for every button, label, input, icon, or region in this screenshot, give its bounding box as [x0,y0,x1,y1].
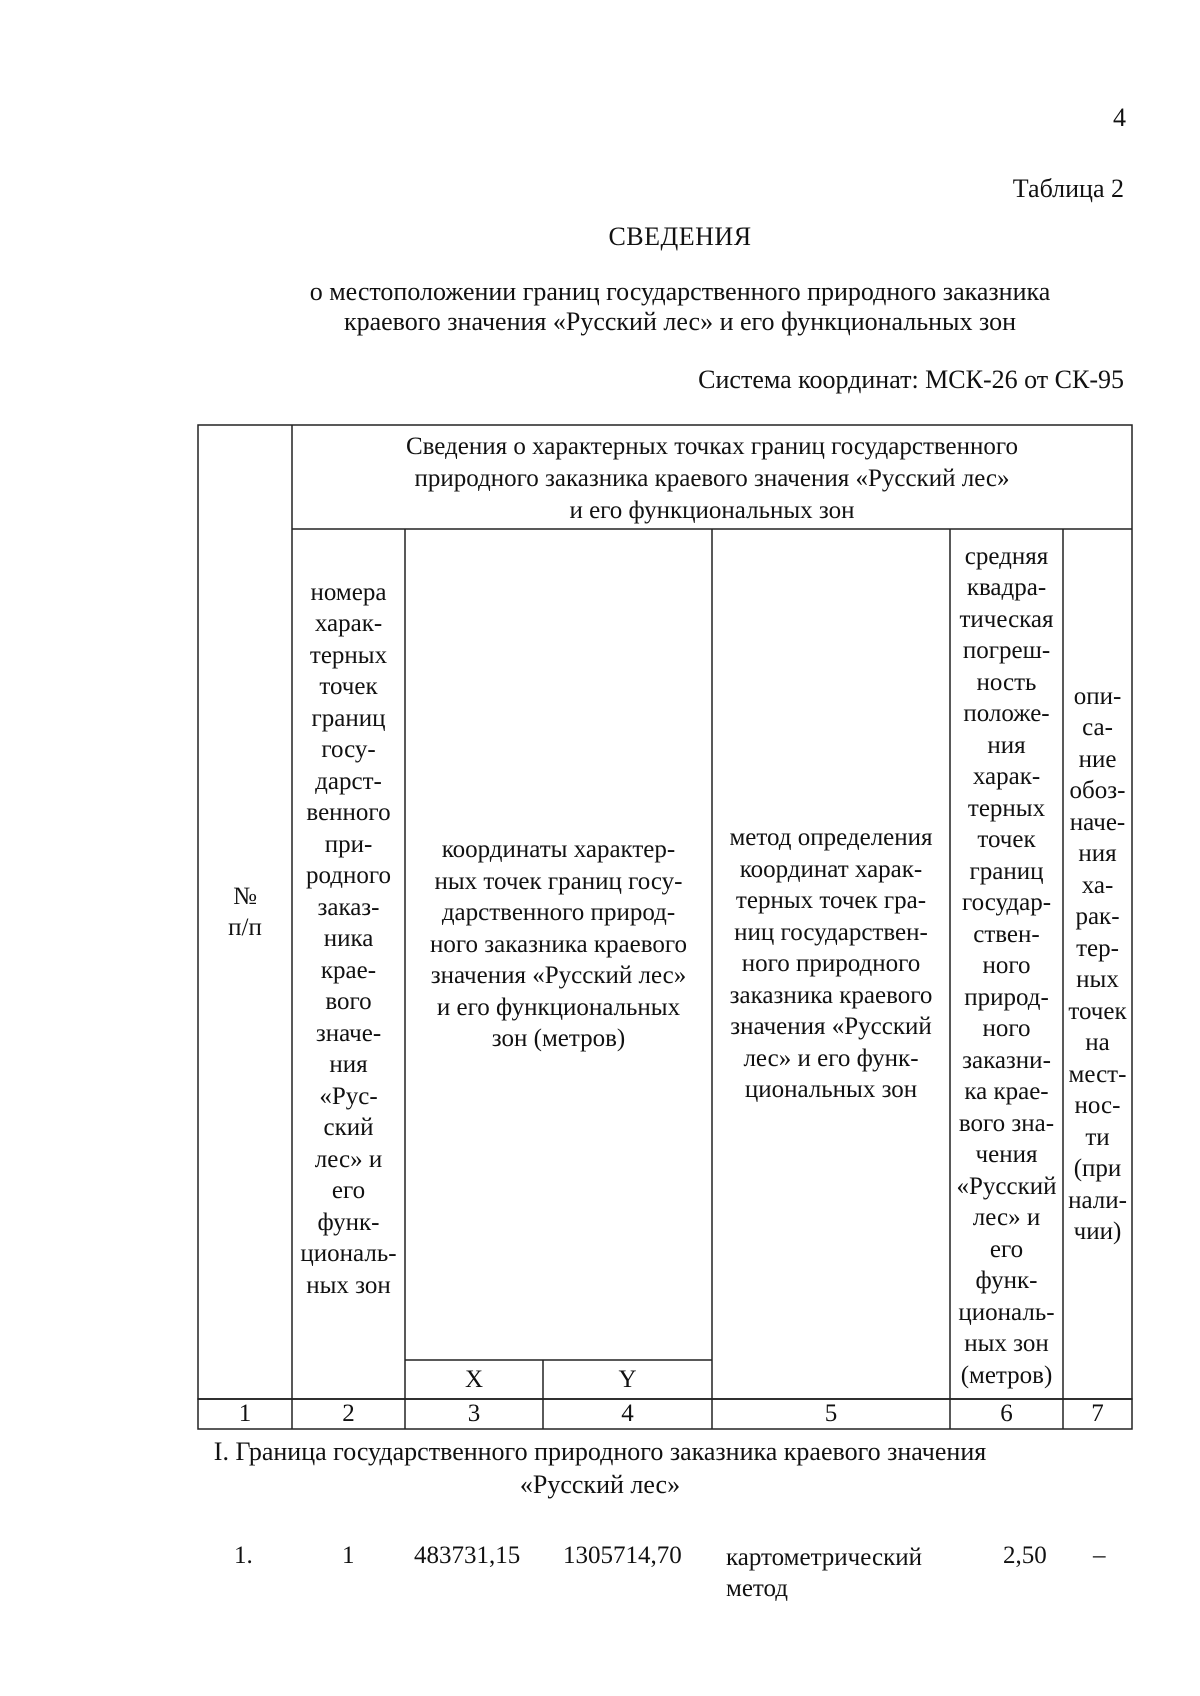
header-text: циональных зон [744,1076,918,1104]
header-text: заказ- [317,893,380,921]
header-text: ного [982,1015,1031,1043]
header-point-numbers [292,529,405,1349]
header-description [1063,529,1132,1399]
subtitle-line: о местоположении границ государственного природного заказника [309,277,1051,306]
header-text: тическая [959,605,1054,633]
header-x [405,1360,543,1399]
row-x-coordinate: 483731,15 [414,1542,521,1569]
header-text: ного [982,952,1031,980]
header-text: ниц государствен- [734,918,928,946]
header-text: номера [310,578,387,606]
header-text: (при [1073,1155,1122,1182]
row-point-number: 1 [342,1542,355,1569]
header-text: вого зна- [958,1109,1055,1137]
header-text: точек [1068,997,1127,1025]
header-text: значения «Русский [730,1013,932,1041]
header-text: нос- [1074,1092,1121,1119]
header-text: лес» и [972,1204,1041,1232]
header-text: № [233,882,257,910]
header-text: ха- [1081,871,1114,899]
header-text: квадра- [966,574,1047,602]
header-text: X [464,1365,484,1393]
header-text: функ- [317,1208,380,1236]
header-text: значения «Русский лес» [430,962,687,990]
header-text: Y [618,1365,637,1393]
header-text: ния [329,1051,368,1079]
section-title-line: I. Граница государственного природного заказника краевого значения [213,1437,987,1466]
header-text: точек [319,673,378,701]
header-text: ка крае- [964,1078,1049,1106]
header-text: функ- [975,1267,1038,1295]
header-text: ния [1078,840,1117,867]
row-description: – [1093,1542,1106,1569]
header-text: обоз- [1069,777,1126,804]
column-number: 1 [238,1400,252,1428]
header-text: Сведения о характерных точках границ государственного [405,432,1019,460]
row-method-line: метод [726,1575,789,1602]
subtitle-line: краевого значения «Русский лес» и его функциональных зон [343,307,1017,336]
header-text: его [989,1235,1024,1263]
header-text: венного [306,799,391,827]
header-text: границ [969,857,1044,885]
row-y-coordinate: 1305714,70 [563,1542,682,1569]
header-text: «Рус- [319,1082,378,1110]
header-text: харак- [314,610,383,638]
column-number: 7 [1091,1400,1104,1428]
header-text: природного заказника краевого значения «Русский лес» [414,464,1010,492]
header-text: значе- [315,1019,382,1047]
header-text: государ- [961,889,1052,917]
row-number: 1. [234,1542,253,1569]
header-text: положе- [963,700,1050,728]
header-text: метод определения [729,824,933,852]
header-text: при- [324,830,373,858]
row-method-line: картометрический [726,1544,922,1571]
header-text: циональ- [958,1298,1055,1326]
header-text: координат харак- [739,855,923,883]
header-text: ных зон [964,1330,1049,1358]
section-title [0,1435,1200,1501]
header-text: лес» и [314,1145,383,1173]
row-error: 2,50 [1003,1542,1047,1569]
header-text: мест- [1068,1060,1127,1088]
column-number: 4 [621,1400,634,1428]
header-text: границ [311,704,386,732]
column-number: 3 [467,1400,481,1428]
header-text: природ- [964,983,1049,1011]
header-text: лес» и его функ- [743,1044,919,1072]
column-number: 5 [824,1400,838,1428]
header-text: са- [1082,714,1113,741]
header-text: родного [305,862,391,890]
header-coordinates [405,529,712,1360]
header-text: и его функциональных зон [569,496,855,524]
header-text: его [331,1177,366,1205]
header-text: точек [977,826,1036,854]
header-text: заказника краевого [729,981,933,1009]
header-text: чии) [1073,1218,1122,1245]
header-text: крае- [320,956,377,984]
header-text: ность [976,668,1037,696]
header-text: дарственного природ- [441,899,676,927]
header-mean-square-error [950,535,1063,1397]
header-text: дарст- [315,767,382,795]
header-text: погреш- [962,637,1051,665]
header-text: на [1085,1029,1110,1056]
header-text: ных зон [306,1271,391,1299]
row-method [726,1542,922,1604]
header-text: ного природного [741,950,921,978]
header-text: координаты характер- [441,836,676,864]
header-text: п/п [228,914,262,941]
header-text: и его функциональных [436,993,681,1021]
header-text: заказни- [962,1046,1051,1074]
header-text: ти [1085,1123,1110,1151]
header-text: ния [987,731,1026,759]
header-text: ника [323,925,374,953]
header-col-number [198,425,292,1399]
header-text: наче- [1069,808,1126,836]
header-text: ных точек границ госу- [434,867,683,895]
column-number: 2 [342,1400,355,1428]
header-text: тер- [1076,934,1119,962]
coordinate-system-label: Система координат: МСК-26 от СК-95 [698,365,1124,394]
header-text: терных точек гра- [735,887,927,915]
header-method [712,529,950,1399]
header-text: (метров) [960,1361,1053,1389]
header-text: ных [1076,966,1119,993]
header-text: ного заказника краевого [430,930,687,958]
header-text: вого [325,988,372,1016]
header-y [543,1360,712,1399]
header-text: ский [323,1114,374,1142]
header-text: харак- [972,763,1041,791]
header-text: госу- [321,736,376,764]
header-group-characteristic-points [292,428,1132,529]
header-text: опи- [1073,682,1122,710]
header-text: «Русский [956,1172,1057,1200]
header-text: ствен- [973,920,1040,948]
header-text: циональ- [300,1240,397,1268]
header-text: средняя [964,542,1049,570]
header-text: терных [309,641,388,669]
header-text: терных [967,794,1046,822]
column-number: 6 [1000,1400,1013,1428]
document-title: СВЕДЕНИЯ [608,222,752,251]
header-text: зон (метров) [491,1025,626,1053]
header-text: нали- [1068,1186,1127,1214]
header-text: рак- [1075,903,1120,930]
header-text: ние [1078,745,1117,773]
section-title-line: «Русский лес» [519,1470,681,1499]
table-label: Таблица 2 [1012,174,1124,203]
page-number: 4 [1113,103,1126,132]
header-text: чения [975,1141,1038,1169]
